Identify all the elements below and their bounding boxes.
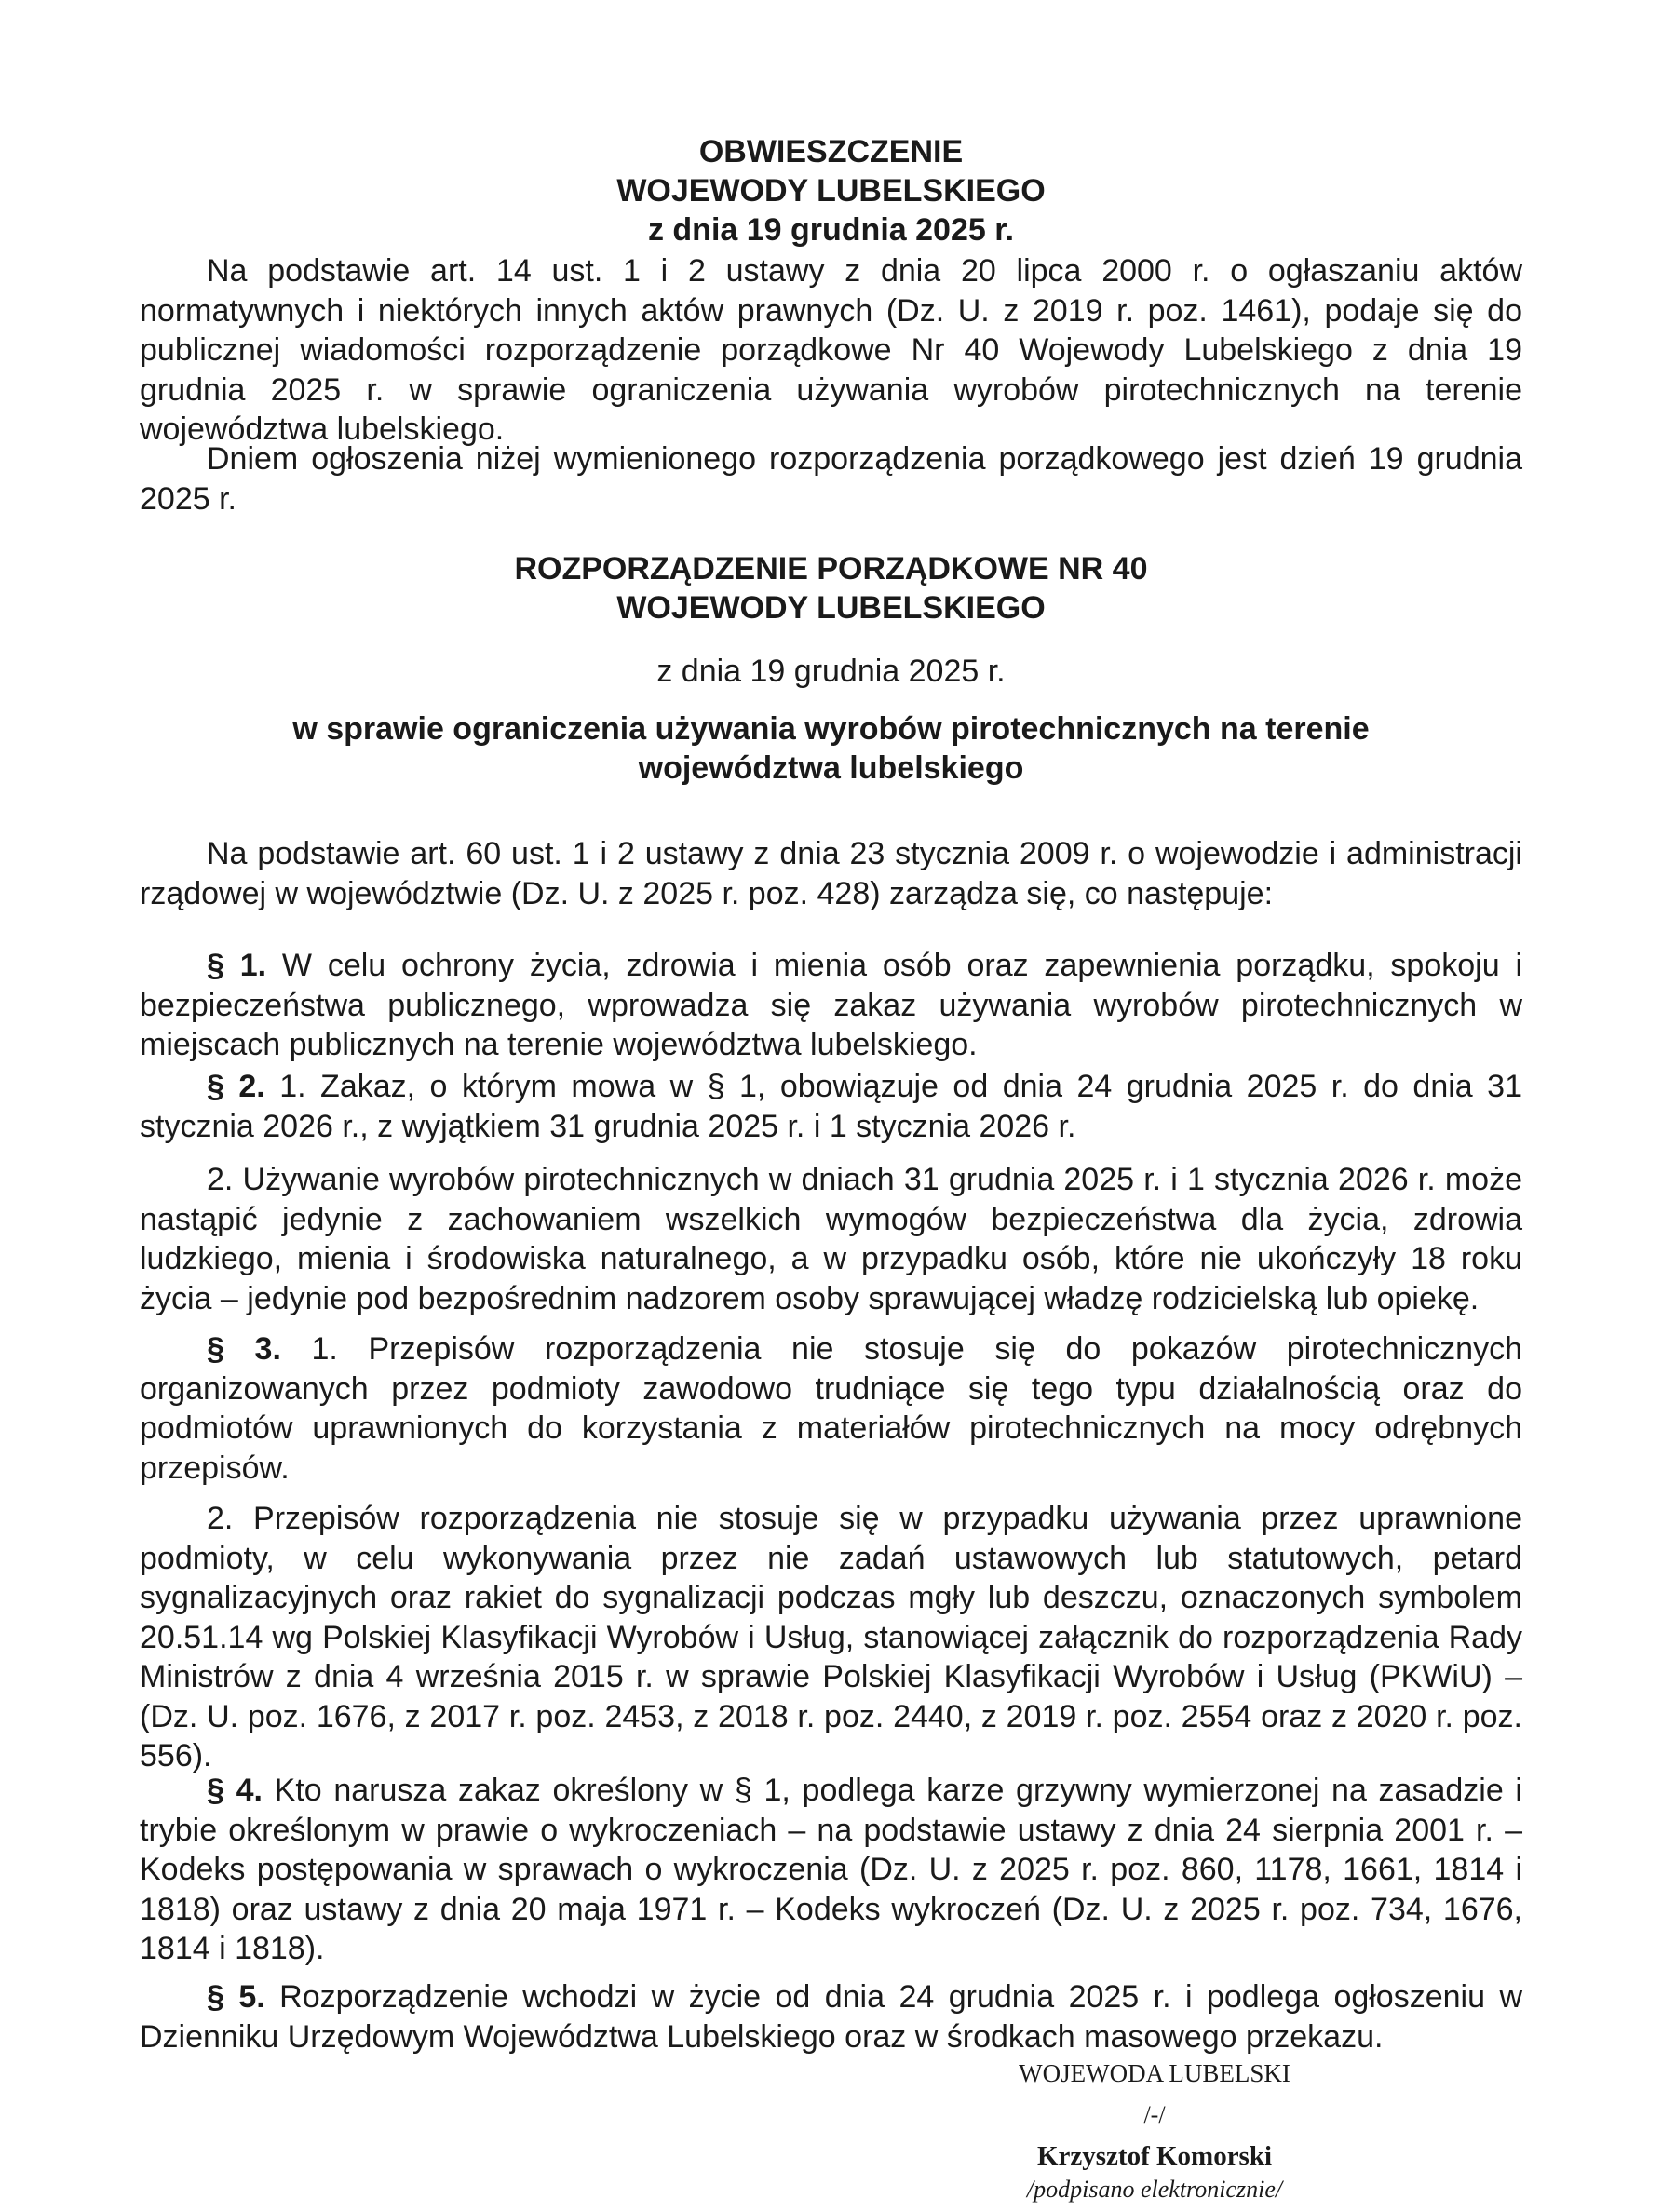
- section-4-label: § 4.: [207, 1773, 263, 1808]
- section-1-label: § 1.: [207, 948, 267, 983]
- announcement-title-line1: OBWIESZCZENIE: [698, 134, 964, 169]
- announcement-publication-date-paragraph: Dniem ogłoszenia niżej wymienionego rozporządzenia porządkowego jest dzień 19 grudnia 2025 r.: [140, 441, 1522, 517]
- signature-mark: /-/: [1143, 2101, 1166, 2128]
- section-3-label: § 3.: [207, 1331, 281, 1367]
- announcement-date: z dnia 19 grudnia 2025 r.: [647, 212, 1015, 248]
- section-2-text-1: 1. Zakaz, o którym mowa w § 1, obowiązuje od dnia 24 grudnia 2025 r. do dnia 31 stycznia 2026 r., z wyjątkiem 31 grudnia 2025 r. i 1 stycznia 2026 r.: [140, 1069, 1523, 1144]
- section-1: [140, 946, 1522, 1065]
- regulation-subject-line1: w sprawie ograniczenia używania wyrobów pirotechnicznych na terenie: [292, 711, 1370, 747]
- regulation-preamble: Na podstawie art. 60 ust. 1 i 2 ustawy z dnia 23 stycznia 2009 r. o wojewodzie i administracji rządowej w województwie (Dz. U. z 2025 r. poz. 428) zarządza się, co następuje:: [140, 836, 1522, 911]
- section-2-paragraph-2: 2. Używanie wyrobów pirotechnicznych w dniach 31 grudnia 2025 r. i 1 stycznia 2026 r. może nastąpić jedynie z zachowaniem wszelkich wymogów bezpieczeństwa dla życia, zdrowia ludzkiego, mienia i środowiska naturalnego, a w przypadku osób, które nie ukończyły 18 roku życia – jedynie pod bezpośrednim nadzorem osoby sprawującej władzę rodzicielską lub opiekę.: [140, 1162, 1522, 1316]
- section-4-text: Kto narusza zakaz określony w § 1, podlega karze grzywny wymierzonej na zasadzie i trybie określonym w prawie o wykroczeniach – na podstawie ustawy z dnia 24 sierpnia 2001 r. – Kodeks postępowania w sprawach o wykroczenia (Dz. U. z 2025 r. poz. 860, 1178, 1661, 1814 i 1818) oraz ustawy z dnia 20 maja 1971 r. – Kodeks wykroczeń (Dz. U. z 2025 r. poz. 734, 1676, 1814 i 1818).: [140, 1773, 1522, 1966]
- section-3-paragraph-1: [140, 1329, 1522, 1488]
- regulation-date: z dnia 19 grudnia 2025 r.: [656, 654, 1006, 689]
- announcement-title-line2: WOJEWODY LUBELSKIEGO: [616, 173, 1046, 209]
- regulation-title-line1: ROZPORZĄDZENIE PORZĄDKOWE NR 40: [514, 551, 1148, 587]
- section-5-text: Rozporządzenie wchodzi w życie od dnia 24 grudnia 2025 r. i podlega ogłoszeniu w Dzienniku Urzędowym Województwa Lubelskiego oraz w środkach masowego przekazu.: [140, 1979, 1522, 2055]
- section-4: [140, 1771, 1522, 1969]
- regulation-title-line2: WOJEWODY LUBELSKIEGO: [616, 590, 1046, 626]
- signature-office: WOJEWODA LUBELSKI: [1019, 2059, 1290, 2087]
- section-3-text-1: 1. Przepisów rozporządzenia nie stosuje się do pokazów pirotechnicznych organizowanych przez podmioty zawodowo trudniące się tego typu działalnością oraz do podmiotów uprawnionych do korzystania z materiałów pirotechnicznych na mocy odrębnych przepisów.: [140, 1331, 1522, 1486]
- section-2-label: § 2.: [207, 1069, 265, 1104]
- signature-note: /podpisano elektronicznie/: [1026, 2176, 1283, 2203]
- section-3-paragraph-2: 2. Przepisów rozporządzenia nie stosuje się w przypadku używania przez uprawnione podmioty, w celu wykonywania przez nie zadań ustawowych lub statutowych, petard sygnalizacyjnych oraz rakiet do sygnalizacji podczas mgły lub deszczu, oznaczonych symbolem 20.51.14 wg Polskiej Klasyfikacji Wyrobów i Usług, stanowiącej załącznik do rozporządzenia Rady Ministrów z dnia 4 września 2015 r. w sprawie Polskiej Klasyfikacji Wyrobów i Usług (PKWiU) – (Dz. U. poz. 1676, z 2017 r. poz. 2453, z 2018 r. poz. 2440, z 2019 r. poz. 2554 oraz z 2020 r. poz. 556).: [140, 1501, 1522, 1774]
- section-5-label: § 5.: [207, 1979, 265, 2015]
- regulation-subject-line2: województwa lubelskiego: [638, 750, 1024, 786]
- section-2-paragraph-1: [140, 1067, 1522, 1146]
- signatory-name: Krzysztof Komorski: [1036, 2141, 1273, 2171]
- section-1-text: W celu ochrony życia, zdrowia i mienia osób oraz zapewnienia porządku, spokoju i bezpieczeństwa publicznego, wprowadza się zakaz używania wyrobów pirotechnicznych w miejscach publicznych na terenie województwa lubelskiego.: [140, 948, 1522, 1062]
- announcement-intro-paragraph: Na podstawie art. 14 ust. 1 i 2 ustawy z dnia 20 lipca 2000 r. o ogłaszaniu aktów normatywnych i niektórych innych aktów prawnych (Dz. U. z 2019 r. poz. 1461), podaje się do publicznej wiadomości rozporządzenie porządkowe Nr 40 Wojewody Lubelskiego z dnia 19 grudnia 2025 r. w sprawie ograniczenia używania wyrobów pirotechnicznych na terenie województwa lubelskiego.: [140, 253, 1522, 447]
- section-5: [140, 1977, 1522, 2057]
